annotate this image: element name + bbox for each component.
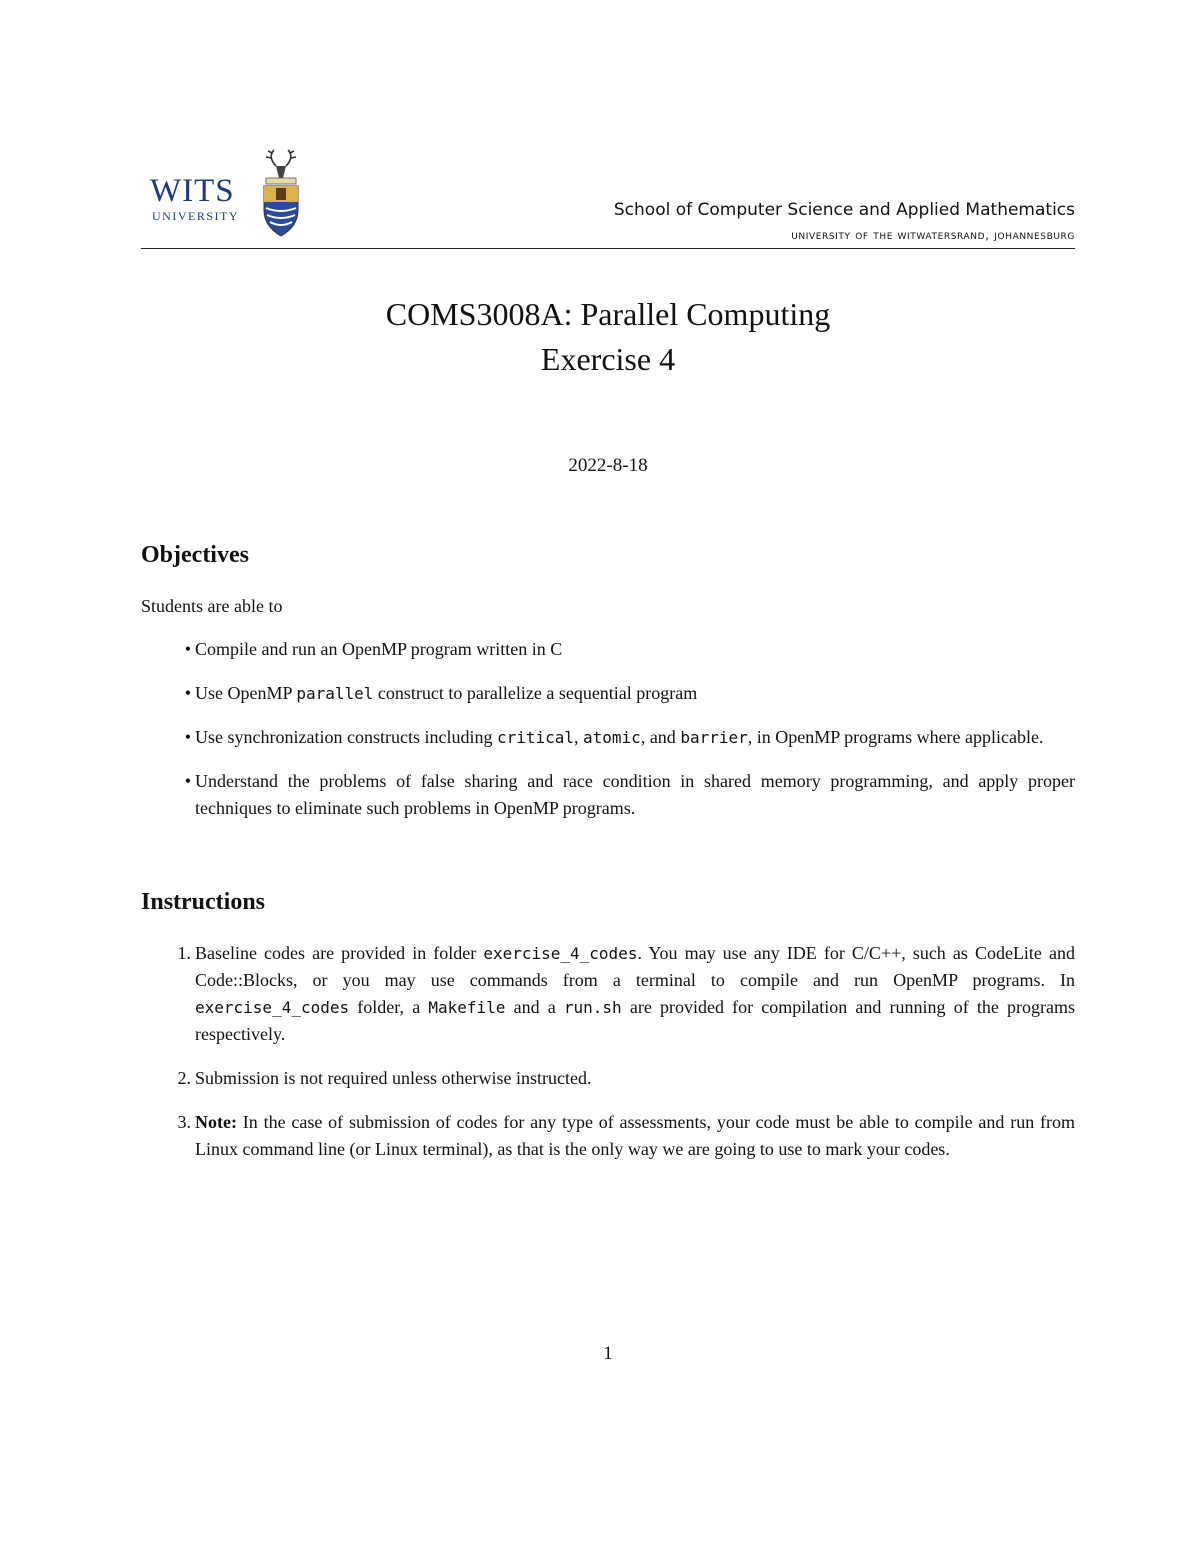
list-item: 3. Note: In the case of submission of codes for any type of assessments, your code must be able to compile and run from Linux command line (or Linux terminal), as that is the only way we are going to use to mark your codes.	[177, 1112, 1075, 1159]
list-item: 1. Baseline codes are provided in folder exercise_4_codes. You may use any IDE for C/C++, such as CodeLite and Code::Blocks, or you may use commands from a terminal to compile and run OpenMP programs. In exercise_4_codes folder, a Makefile and a run.sh are provided for compilation and running of the programs respectively.	[177, 943, 1076, 1044]
list-item: 2. Submission is not required unless otherwise instructed.	[177, 1068, 592, 1088]
page-number: 1	[603, 1343, 613, 1364]
list-item: • Understand the problems of false sharing and race condition in shared memory programming, and apply proper techniques to eliminate such problems in OpenMP programs.	[184, 771, 1075, 818]
school-name: School of Computer Science and Applied Mathematics	[613, 200, 1075, 220]
exercise-title: Exercise 4	[540, 340, 676, 377]
document-date: 2022-8-18	[568, 455, 648, 476]
objectives-intro: Students are able to	[141, 596, 283, 616]
logo-wordmark: WITS	[150, 173, 235, 209]
list-item: • Compile and run an OpenMP program written in C	[184, 639, 563, 659]
course-title: COMS3008A: Parallel Computing	[385, 296, 831, 332]
objectives-list	[141, 636, 1075, 822]
page-header	[141, 148, 1075, 249]
list-item: • Use OpenMP parallel construct to parallelize a sequential program	[184, 683, 698, 703]
university-name: university of the witwatersrand, johannesburg	[791, 227, 1075, 242]
objectives-heading: Objectives	[141, 542, 249, 568]
header-divider	[141, 248, 1075, 249]
wits-logo	[150, 148, 302, 240]
instructions-heading: Instructions	[141, 889, 266, 915]
crest-icon	[256, 148, 306, 240]
list-item: • Use synchronization constructs including critical, atomic, and barrier, in OpenMP programs where applicable.	[184, 727, 1044, 747]
document-title	[141, 292, 1075, 382]
logo-university-text: UNIVERSITY	[152, 209, 239, 223]
instructions-list	[141, 940, 1075, 1163]
